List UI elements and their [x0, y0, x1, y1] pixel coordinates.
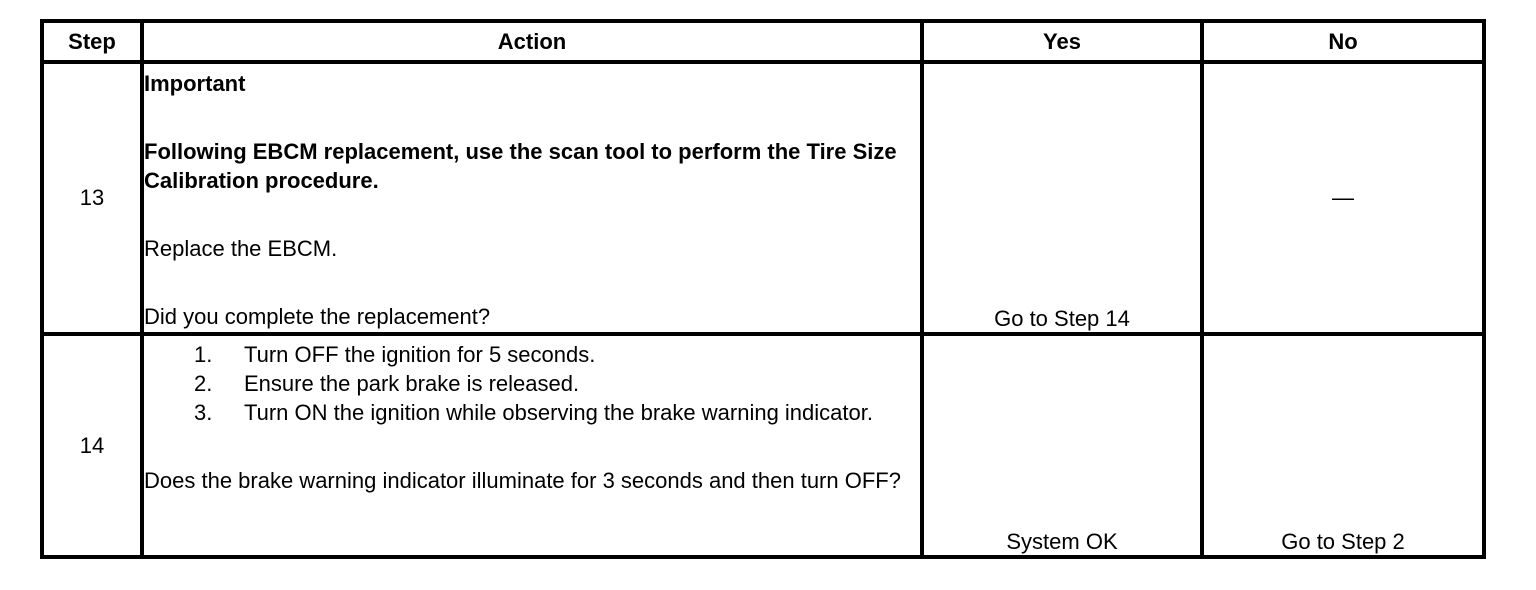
- header-yes: Yes: [922, 21, 1202, 62]
- important-note: Following EBCM replacement, use the scan tool to perform the Tire Size Calibration procedure.: [144, 139, 897, 193]
- header-no: No: [1202, 21, 1484, 62]
- action-cell: [142, 334, 922, 557]
- table-row: [42, 334, 1484, 557]
- list-item-text: Ensure the park brake is released.: [244, 371, 580, 396]
- step-number: 13: [42, 62, 142, 334]
- no-result: Go to Step 2: [1202, 334, 1484, 557]
- action-cell: [142, 62, 922, 334]
- yes-result: Go to Step 14: [922, 62, 1202, 334]
- action-question: Did you complete the replacement?: [144, 304, 491, 329]
- list-item: [194, 398, 920, 427]
- list-item-text: Turn OFF the ignition for 5 seconds.: [244, 342, 596, 367]
- header-action: Action: [142, 21, 922, 62]
- diagnostic-table: [40, 19, 1486, 559]
- action-instruction: Replace the EBCM.: [144, 236, 338, 261]
- no-result: —: [1202, 62, 1484, 334]
- table-row: [42, 62, 1484, 334]
- list-item-number: 1.: [194, 342, 213, 367]
- list-item-number: 2.: [194, 371, 213, 396]
- table-header-row: [42, 21, 1484, 62]
- important-label: Important: [144, 71, 246, 96]
- list-item: [194, 340, 920, 369]
- yes-result: System OK: [922, 334, 1202, 557]
- list-item-text: Turn ON the ignition while observing the brake warning indicator.: [244, 400, 873, 425]
- list-item: [194, 369, 920, 398]
- action-question: Does the brake warning indicator illuminate for 3 seconds and then turn OFF?: [144, 468, 901, 493]
- step-number: 14: [42, 334, 142, 557]
- list-item-number: 3.: [194, 400, 213, 425]
- numbered-steps-list: [144, 340, 920, 427]
- header-step: Step: [42, 21, 142, 62]
